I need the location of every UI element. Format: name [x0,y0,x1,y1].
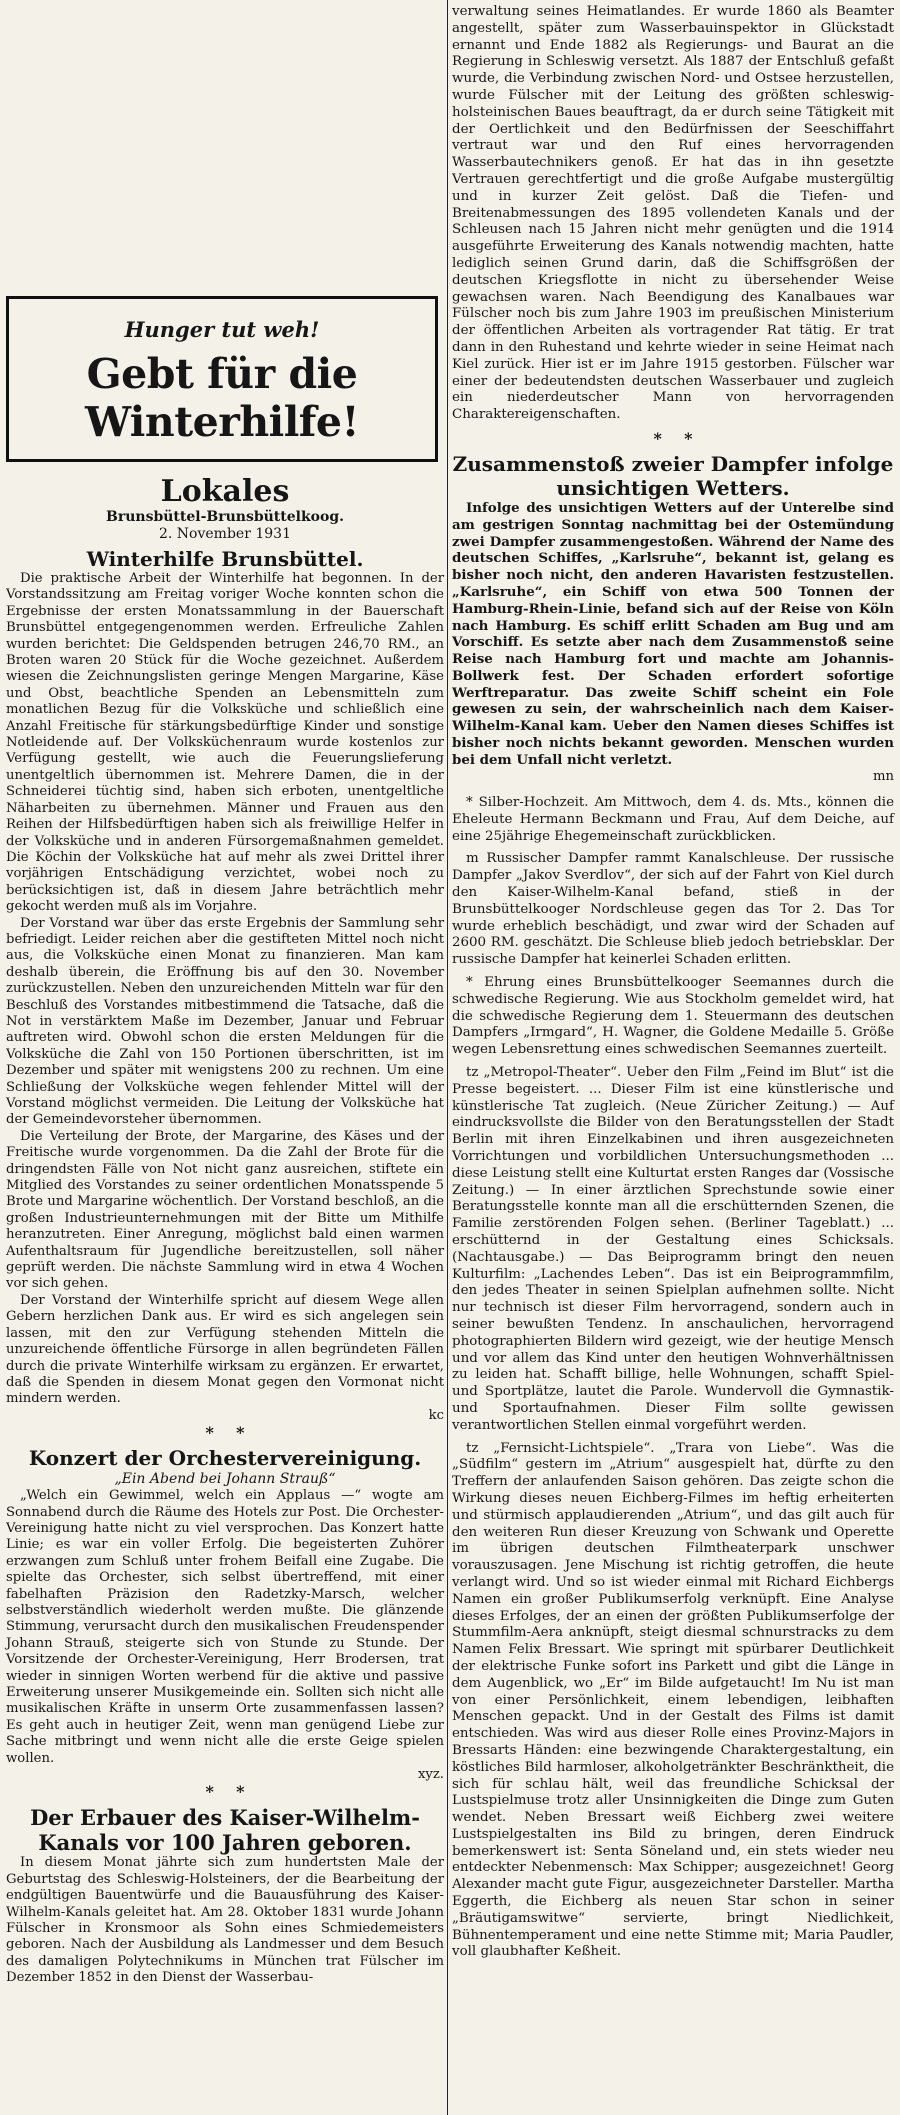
separator-asterisk: * * [205,1782,245,1802]
article-paragraph: Der Vorstand war über das erste Ergebnis der Sammlung sehr befriedigt. Leider reichen aber die gestifteten Mittel noch nicht aus, die Volksküche einen Monat zu finanzieren. Man kam deshalb überein, die Eröffnung bis auf den 30. November zurückzustellen. Neben den unzureichenden Mitteln war für den Beschluß des Vorstandes mitbestimmend die Tatsache, daß die Not in verstärktem Maße im Dezember, Januar und Februar auftreten wird. Obwohl schon die ersten Meldungen für die Volksküche die Zahl von 150 Portionen überschritten, ist im Dezember und später mit wenigstens 200 zu rechnen. Um eine Schließung der Volksküche wegen fehlender Mittel will der Vorstand möglichst vermeiden. Die Leitung der Volksküche hat der Gemeindevorsteher übernommen. [6,915,444,1128]
section-heading-lokales: Lokales [160,474,290,509]
article-paragraph: Die praktische Arbeit der Winterhilfe hat begonnen. In der Vorstandssitzung am Freitag voriger Woche konnten schon die Ergebnisse der ersten Monatssammlung in der Bauerschaft Brunsbüttel entgegengenommen werden. Erfreuliche Zahlen wurden berichtet: Die Geldspenden betrugen 246,70 RM., an Broten waren 20 Stück für die Woche gezeichnet. Außerdem wiesen die Zeichnungslisten geringe Mengen Margarine, Käse und Obst, beachtliche Spenden an Lebensmitteln zum monatlichen Bezug für die Volksküche und schließlich eine Anzahl Freitische für stärkungsbedürftige Kinder und sonstige Notleidende auf. Der Volksküchenraum wurde kostenlos zur Verfügung gestellt, wie auch die Feuerungslieferung unentgeltlich übernommen ist. Mehrere Damen, die in der Schneiderei tüchtig sind, haben sich erboten, unentgeltliche Näharbeiten zu übernehmen. Männer und Frauen aus den Reihen der Hilfsbedürftigen haben sich als freiwillige Helfer in der Volksküche und in anderen Fürsorgemaßnahmen gemeldet. Die Köchin der Volksküche hat auf mehr als zwei Drittel ihrer vorjährigen Entschädigung verzichtet, wobei noch zu berücksichtigen ist, daß in diesem Jahre beträchtlich mehr gekocht werden muß als im Vorjahre. [6,571,444,915]
article-title-erbauer: Der Erbauer des Kaiser-Wilhelm-Kanals vor 100 Jahren geboren. [30,1805,420,1856]
article-paragraph: Der Vorstand der Winterhilfe spricht auf diesem Wege allen Gebern herzlichen Dank aus. Er wird es sich angelegen sein lassen, mit den zur Verfügung stehenden Mitteln die unzureichende öffentliche Fürsorge in allen begründeten Fällen durch die private Winterhilfe wirksam zu ergänzen. Er erwartet, daß die Spenden in diesem Monat gegen den Vormonat nicht mindern werden. [6,1292,444,1407]
dateline-date: 2. November 1931 [159,526,291,542]
news-item-metropol-theater: tz „Metropol-Theater“. Ueber den Film „Feind im Blut“ ist die Presse begeistert. ... Dieser Film ist eine künstlerische und künstlerische Tat zugleich. (Neue Züricher Zeitung.) — Auf eindrucksvollste die Bilder von den Beratungsstellen der Stadt Berlin mit ihren Einzelkabinen und ihren ausgezeichneten Vorrichtungen und vorbildlichen Untersuchungsmethoden ... diese Leistung stellt eine Kulturtat ersten Ranges dar (Vossische Zeitung.) — In einer ärztlichen Sprechstunde sowie einer Beratungsstelle konnte man all die erschütternden Szenen, die Familie zerstörenden Folgen sehen. (Berliner Tageblatt.) ... erschütternd in der Gestaltung eines Schicksals. (Nachtausgabe.) — Das Beiprogramm bringt den neuen Kulturfilm: „Lachendes Leben“. Das ist ein Beiprogrammfilm, den jedes Theater in seinen Spielplan aufnehmen sollte. Nicht nur technisch ist dieser Film hervorragend, sondern auch in seiner bewußten Tendenz. In anschaulichen, hervorragend photographierten Bildern wird gezeigt, wie der heutige Mensch und vor allem das Kind unter den heutigen Wohnverhältnissen zu leiden hat. Schafft billige, helle Wohnungen, schafft Spiel- und Sportplätze, lautet die Parole. Wundervoll die Gymnastik- und Sportaufnahmen. Dieser Film sollte gewissen verantwortlichen Stellen einmal vorgeführt werden. [452,1065,894,1433]
article-signature: mn [873,768,894,784]
article-title-dampfer: Zusammenstoß zweier Dampfer infolge unsichtigen Wetters. [452,451,894,500]
article-paragraph: Die Verteilung der Brote, der Margarine, des Käses und der Freitische wurde vorgenommen. Da die Zahl der Brote für die dringendsten Fälle von Not nicht ganz ausreichen, stiftete ein Mitglied des Vorstandes zu seiner ordentlichen Monatsspende 5 Brote und Margarine wöchentlich. Der Vorstand beschloß, an die großen Industrieunternehmungen mit der Bitte um Mithilfe heranzutreten. Einer Anregung, möglichst bald einen warmen Aufenthaltsraum für Jugendliche bereitzustellen, soll näher geprüft werden. Die nächste Sammlung wird in etwa 4 Wochen vor sich gehen. [6,1128,444,1292]
article-title-winterhilfe: Winterhilfe Brunsbüttel. [86,547,364,571]
article-paragraph-continued: verwaltung seines Heimatlandes. Er wurde 1860 als Beamter angestellt, später zum Wasserbauinspektor in Glückstadt ernannt und Ende 1882 als Regierungs- und Baurat an die Regierung in Schleswig versetzt. Als 1887 der Entschluß gefaßt wurde, die Verbindung zwischen Nord- und Ostsee herzustellen, wurde Fülscher mit der Leitung des größten schleswig-holsteinischen Baues beauftragt, da er durch seine Tätigkeit mit der Oertlichkeit und den Bedürfnissen der Seeschiffahrt vertraut war und den Ruf eines hervorragenden Wasserbautechnikers genoß. Er hat das in ihn gesetzte Vertrauen gerechtfertigt und die große Aufgabe mustergültig und in kurzer Zeit gelöst. Daß die Tiefen- und Breitenabmessungen des 1895 vollendeten Kanals und der Schleusen nach 15 Jahren nicht mehr genügten und die 1914 ausgeführte Erweiterung des Kanals notwendig machten, hatte lediglich seinen Grund darin, daß die Schiffsgrößen der deutschen Kriegsflotte in nicht zu übersehender Weise gewachsen waren. Nach Beendigung des Kanalbaues war Fülscher noch bis zum Jahre 1903 im preußischen Ministerium der öffentlichen Arbeiten als vortragender Rat tätig. Er trat dann in den Ruhestand und kehrte wieder in seine Heimat nach Kiel zurück. Hier ist er im Jahre 1915 gestorben. Fülscher war einer der bedeutendsten deutschen Wasserbauer und zugleich ein niederdeutscher Mann von hervorragenden Charaktereigenschaften. [452,4,894,423]
article-title-konzert: Konzert der Orchestervereinigung. [28,1446,422,1471]
column-rule [447,0,448,2115]
appeal-headline: Gebt für die Winterhilfe! [84,350,359,446]
article-signature: kc [428,1407,444,1423]
separator-asterisk: * * [205,1423,245,1443]
article-subtitle-konzert: „Ein Abend bei Johann Strauß“ [114,1471,336,1488]
right-column [452,4,894,1961]
article-paragraph: Infolge des unsichtigen Wetters auf der Unterelbe sind am gestrigen Sonntag nachmittag bei der Ostemündung zwei Dampfer zusammengestoßen. Während der Name des deutschen Schiffes, „Karlsruhe“, bekannt ist, gelang es bisher noch nicht, den anderen Havaristen festzustellen. „Karlsruhe“, ein Schiff von etwa 500 Tonnen der Hamburg-Rhein-Linie, befand sich auf der Reise von Köln nach Hamburg. Es schiff erlitt Schaden am Bug und am Vorschiff. Es setzte aber nach dem Zusammenstoß seine Reise nach Hamburg fort und machte am Johannis-Bollwerk fest. Der Schaden erfordert sofortige Werftreparatur. Das zweite Schiff scheint ein Fole gewesen zu sein, der wahrscheinlich nach dem Kaiser-Wilhelm-Kanal kam. Ueber den Namen dieses Schiffes ist bisher noch nichts bekannt geworden. Menschen wurden bei dem Unfall nicht verletzt. [452,499,894,768]
dateline-location: Brunsbüttel-Brunsbüttelkoog. [106,509,344,525]
news-item-ehrung: * Ehrung eines Brunsbüttelkooger Seemannes durch die schwedische Regierung. Wie aus Stockholm gemeldet wird, hat die schwedische Regierung dem 1. Steuermann des deutschen Dampfers „Irmgard“, H. Wagner, die Goldene Medaille 5. Größe wegen Lebensrettung eines schwedischen Seemannes zuerteilt. [452,975,894,1058]
article-signature: xyz. [417,1767,444,1783]
news-item-fernsicht-lichtspiele: tz „Fernsicht-Lichtspiele“. „Trara von Liebe“. Was die „Südfilm“ gestern im „Atrium“ ausgespielt hat, dürfte zu den Treffern der anlaufenden Saison gehören. Das zeigte schon die Wirkung dieses neuen Eichberg-Filmes im heftig erheiterten und stürmisch applaudierenden „Atrium“, und das gilt auch für den weiteren Run dieser Kreuzung von Schwank und Operette im übrigen deutschen Filmtheaterpark unschwer vorauszusagen. Jene Mischung ist richtig getroffen, die heute verlangt wird. Und so ist wieder einmal mit Richard Eichbergs Namen ein großer Publikumserfolg verknüpft. Eine Analyse dieses Erfolges, der an einen der größten Publikumserfolge der Stummfilm-Aera anknüpft, steigt diesmal schnurstracks zu dem Namen Felix Bressart. Wie springt mit spürbarer Deutlichkeit der elektrische Funke sofort ins Parkett und gibt die Länge in dem Augenblick, wo „Er“ im Bilde aufgetaucht! Im Nu ist man von einer Persönlichkeit, einem lebendigen, leibhaften Menschen gepackt. Und in der Gestalt des Films ist damit entschieden. Was wird aus dieser Rolle eines Provinz-Majors in Bressarts Händen: eine bezwingende Charaktergestaltung, ein köstliches Bild harmloser, alkoholgetränkter Beschränktheit, die sich für schlau hält, weil das freundliche Schicksal der Lustspielmuse trotz aller Unsinnigkeiten die Dinge zum Guten wendet. Neben Bressart weiß Eichberg zwei weitere Lustspielgestalten ins Bild zu bringen, deren Eindruck bemerkenswert ist: Senta Söneland und, ein stets wieder neu entdeckter Nebenmensch: Max Schipper; ausgezeichnet! Georg Alexander macht gute Figur, ausgezeichneter Darsteller. Martha Eggerth, die Eichberg als neuen Star schon in seiner „Bräutigamswitwe“ servierte, bringt Niedlichkeit, Bühnentemperament und eine nette Stimme mit; Maria Paudler, voll glaubhafter Keßheit. [452,1440,894,1960]
left-column [6,475,444,1987]
separator-asterisk: * * [653,428,693,448]
news-item-russischer-dampfer: m Russischer Dampfer rammt Kanalschleuse. Der russische Dampfer „Jakov Sverdlov“, der sich auf der Fahrt von Kiel durch den Kaiser-Wilhelm-Kanal befand, stieß in der Brunsbüttelkooger Nordschleuse gegen das Tor 2. Das Tor wurde erheblich beschädigt, und zwar wird der Schaden auf 2600 RM. geschätzt. Die Schleuse blieb jedoch betriebsklar. Der russische Dampfer hat keinerlei Schaden erlitten. [452,851,894,968]
article-paragraph: „Welch ein Gewimmel, welch ein Applaus —“ wogte am Sonnabend durch die Räume des Hotels zur Post. Die Orchester-Vereinigung hatte nicht zu viel versprochen. Das Konzert hatte Linie; es war ein voller Erfolg. Die begeisterten Zuhörer erzwangen zum Schluß unter frohem Beifall eine Zugabe. Die spielte das Orchester, sich selbst übertreffend, mit einer fabelhaften Präzision den Radetzky-Marsch, welcher selbstverständlich wiederholt werden mußte. Die glänzende Stimmung, verursacht durch den musikalischen Freudenspender Johann Strauß, steigerte sich von Stunde zu Stunde. Der Vorsitzende der Orchester-Vereinigung, Herr Brodersen, trat wieder in sinnigen Worten werbend für die aktive und passive Erweiterung unserer Musikgemeinde ein. Sollten sich nicht alle musikalischen Kräfte in unserm Orte zusammenfassen lassen? Es geht auch in heutiger Zeit, wenn man genügend Liebe zur Sache mitbringt und wenn nicht alle die erste Geige spielen wollen. [6,1488,444,1766]
winterhilfe-appeal-box [6,296,438,462]
article-paragraph: In diesem Monat jährte sich zum hundertsten Male der Geburtstag des Schleswig-Holsteiners, der die Bearbeitung der endgültigen Bauentwürfe und die Bauausführung des Kaiser-Wilhelm-Kanals geleitet hat. Am 28. Oktober 1831 wurde Johann Fülscher in Kronsmoor als Sohn eines Schmiedemeisters geboren. Nach der Ausbildung als Landmesser und dem Besuch des damaligen Polytechnikums in München trat Fülscher im Dezember 1852 in den Dienst der Wasserbau- [6,1855,444,1986]
appeal-tagline: Hunger tut weh! [124,317,320,342]
news-item-silberhochzeit: * Silber-Hochzeit. Am Mittwoch, dem 4. ds. Mts., können die Eheleute Hermann Beckmann und Frau, Auf dem Deiche, auf eine 25jährige Ehegemeinschaft zurückblicken. [452,795,894,844]
